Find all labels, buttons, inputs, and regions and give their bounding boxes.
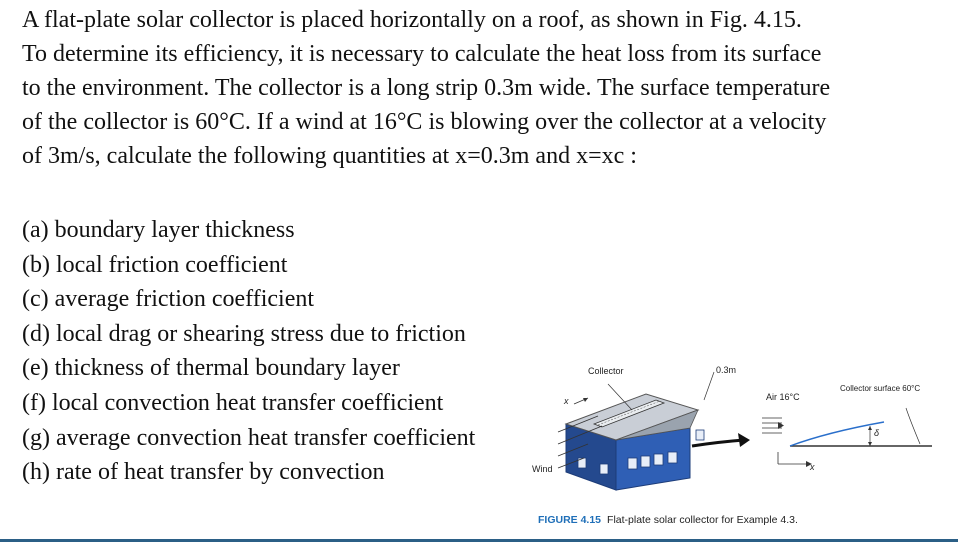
label-x-axis: x xyxy=(564,396,569,406)
question-part: (c) average friction coefficient xyxy=(22,286,315,313)
label-collector-width: 0.3m xyxy=(716,365,737,375)
question-part: (d) local drag or shearing stress due to friction xyxy=(22,320,466,347)
question-part: (f) local convection heat transfer coefficient xyxy=(22,389,444,416)
pointer-arrow xyxy=(692,440,744,446)
question-parts-list xyxy=(22,213,475,490)
label-collector-surface-temperature: Collector surface 60°C xyxy=(840,384,921,393)
question-part: (b) local friction coefficient xyxy=(22,251,288,278)
label-delta: δ xyxy=(874,428,880,438)
problem-line: to the environment. The collector is a long strip 0.3m wide. The surface temperature xyxy=(22,75,831,101)
figure-illustration xyxy=(528,360,952,510)
figure-caption xyxy=(538,514,798,526)
figure-solar-collector xyxy=(528,360,952,540)
problem-line: of the collector is 60°C. If a wind at 16°C is blowing over the collector at a velocity xyxy=(22,109,827,135)
question-part: (h) rate of heat transfer by convection xyxy=(22,459,385,486)
label-x-inset: x xyxy=(810,462,815,472)
question-part: (e) thickness of thermal boundary layer xyxy=(22,355,400,382)
label-air-temperature: Air 16°C xyxy=(766,392,800,402)
problem-statement xyxy=(22,3,942,173)
label-collector: Collector xyxy=(588,366,624,376)
problem-line: of 3m/s, calculate the following quantities at x=0.3m and x=xc : xyxy=(22,143,637,169)
question-part: (g) average convection heat transfer coefficient xyxy=(22,424,476,451)
caption-figure-number: FIGURE 4.15 xyxy=(538,514,602,526)
question-part: (a) boundary layer thickness xyxy=(22,217,295,243)
inset-boundary-layer xyxy=(762,408,932,467)
problem-line: To determine its efficiency, it is necessary to calculate the heat loss from its surface xyxy=(22,41,822,67)
problem-line: A flat-plate solar collector is placed horizontally on a roof, as shown in Fig. 4.15. xyxy=(22,7,802,33)
label-wind: Wind xyxy=(532,464,553,474)
caption-text: Flat-plate solar collector for Example 4.3. xyxy=(607,514,798,526)
